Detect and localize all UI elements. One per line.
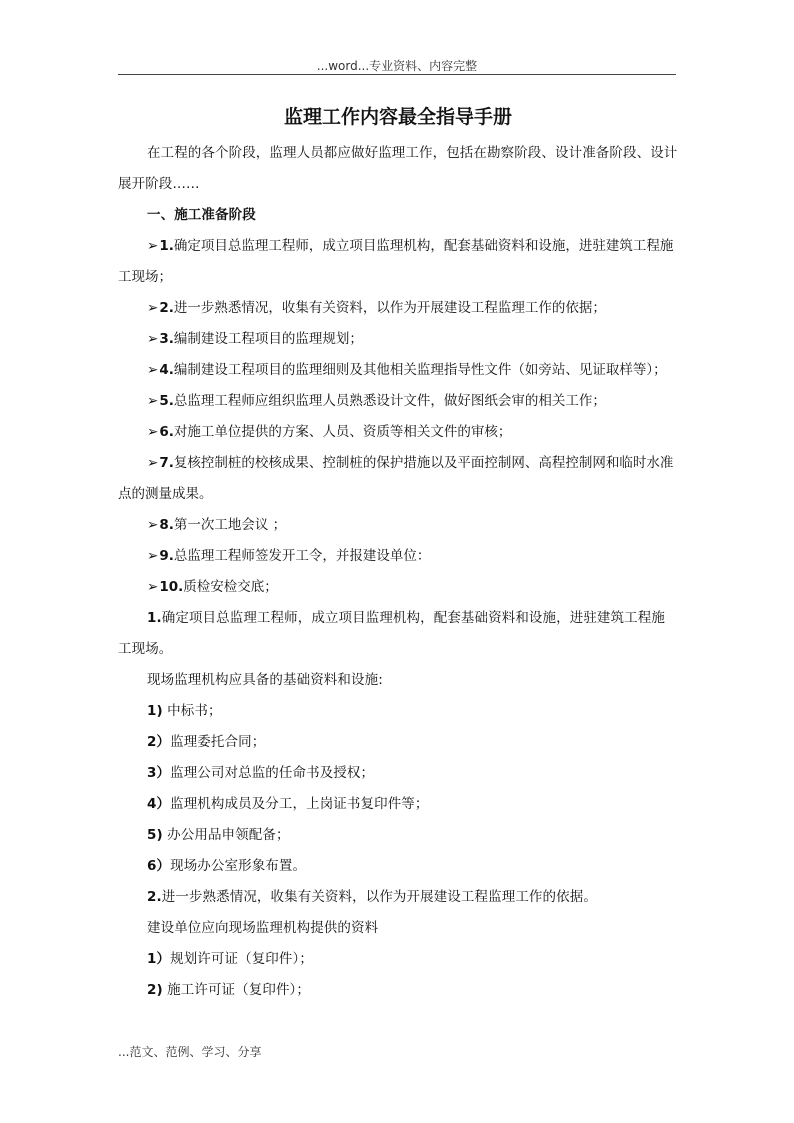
bullet-arrow-icon: ➢ <box>147 548 159 564</box>
bullet-number: 1. <box>159 238 174 254</box>
facility-list-item <box>118 820 678 851</box>
bullet-number: 3. <box>159 331 174 347</box>
facility-list-item-number: 2） <box>147 734 171 750</box>
bullet-number: 9. <box>159 548 174 564</box>
bullet-text: 对施工单位提供的方案、人员、资质等相关文件的审核； <box>173 424 512 440</box>
facility-list-item <box>118 758 678 789</box>
item1-text: 确定项目总监理工程师，成立项目监理机构，配套基础资料和设施，进驻建筑工程施工现场。 <box>118 610 665 657</box>
document-title: 监理工作内容最全指导手册 <box>283 106 512 128</box>
item2-number: 2. <box>147 889 162 905</box>
bullet-arrow-icon: ➢ <box>147 455 159 471</box>
bullet-item <box>118 541 678 572</box>
bullet-list <box>118 231 678 603</box>
facility-list-item-text: 监理公司对总监的任命书及授权； <box>170 765 375 781</box>
document-list-item-text: 规划许可证（复印件）； <box>170 951 313 967</box>
item2-paragraph <box>118 882 678 913</box>
page-header: ...word...专业资料、内容完整 <box>316 59 478 73</box>
item2-sublist <box>118 944 678 1006</box>
item2-text: 进一步熟悉情况，收集有关资料，以作为开展建设工程监理工作的依据。 <box>161 889 597 905</box>
section-heading: 一、施工准备阶段 <box>147 207 256 223</box>
bullet-arrow-icon: ➢ <box>147 517 159 533</box>
item2-lead: 建设单位应向现场监理机构提供的资料 <box>147 920 379 936</box>
document-body <box>118 100 678 1006</box>
facility-list-item-number: 6） <box>147 858 171 874</box>
bullet-number: 8. <box>159 517 174 533</box>
bullet-number: 7. <box>159 455 174 471</box>
bullet-item <box>118 355 678 386</box>
bullet-item <box>118 324 678 355</box>
bullet-item <box>118 417 678 448</box>
bullet-item <box>118 572 678 603</box>
item1-sublist <box>118 696 678 882</box>
facility-list-item-number: 4） <box>147 796 171 812</box>
facility-list-item-text: 办公用品申领配备； <box>162 827 290 843</box>
bullet-item <box>118 386 678 417</box>
bullet-arrow-icon: ➢ <box>147 362 159 378</box>
document-list-item <box>118 944 678 975</box>
item1-paragraph <box>118 603 678 665</box>
header-divider <box>118 74 676 75</box>
facility-list-item-text: 监理机构成员及分工，上岗证书复印件等； <box>170 796 429 812</box>
bullet-arrow-icon: ➢ <box>147 331 159 347</box>
bullet-item <box>118 293 678 324</box>
bullet-item <box>118 448 678 510</box>
bullet-text: 进一步熟悉情况，收集有关资料，以作为开展建设工程监理工作的依据； <box>173 300 606 316</box>
item1-lead: 现场监理机构应具备的基础资料和设施: <box>147 672 383 688</box>
bullet-text: 总监理工程师应组织监理人员熟悉设计文件，做好图纸会审的相关工作； <box>173 393 606 409</box>
facility-list-item <box>118 851 678 882</box>
document-list-item <box>118 975 678 1006</box>
bullet-arrow-icon: ➢ <box>147 238 159 254</box>
bullet-text: 第一次工地会议 ； <box>173 517 287 533</box>
facility-list-item-text: 现场办公室形象布置。 <box>170 858 307 874</box>
facility-list-item <box>118 727 678 758</box>
facility-list-item-number: 5) <box>147 827 163 843</box>
bullet-item <box>118 231 678 293</box>
bullet-text: 编制建设工程项目的监理规划； <box>173 331 363 347</box>
intro-paragraph: 在工程的各个阶段，监理人员都应做好监理工作，包括在勘察阶段、设计准备阶段、设计展开阶段…… <box>118 145 678 192</box>
bullet-arrow-icon: ➢ <box>147 300 159 316</box>
facility-list-item-text: 监理委托合同； <box>170 734 266 750</box>
bullet-arrow-icon: ➢ <box>147 579 159 595</box>
bullet-number: 4. <box>159 362 174 378</box>
facility-list-item-text: 中标书； <box>162 703 222 719</box>
bullet-arrow-icon: ➢ <box>147 393 159 409</box>
facility-list-item <box>118 696 678 727</box>
facility-list-item <box>118 789 678 820</box>
bullet-number: 10. <box>159 579 184 595</box>
bullet-text: 复核控制桩的校核成果、控制桩的保护措施以及平面控制网、高程控制网和临时水准点的测量成果。 <box>118 455 674 502</box>
facility-list-item-number: 3） <box>147 765 171 781</box>
bullet-arrow-icon: ➢ <box>147 424 159 440</box>
bullet-text: 总监理工程师签发开工令，并报建设单位： <box>173 548 431 564</box>
bullet-number: 5. <box>159 393 174 409</box>
document-list-item-number: 1） <box>147 951 171 967</box>
bullet-number: 6. <box>159 424 174 440</box>
bullet-text: 编制建设工程项目的监理细则及其他相关监理指导性文件（如旁站、见证取样等）； <box>173 362 667 378</box>
item1-number: 1. <box>147 610 162 626</box>
bullet-text: 质检安检交底； <box>183 579 278 595</box>
facility-list-item-number: 1) <box>147 703 163 719</box>
document-list-item-text: 施工许可证（复印件）； <box>162 982 311 998</box>
bullet-item <box>118 510 678 541</box>
page-footer: ...范文、范例、学习、分享 <box>118 1045 262 1059</box>
bullet-number: 2. <box>159 300 174 316</box>
bullet-text: 确定项目总监理工程师，成立项目监理机构，配套基础资料和设施，进驻建筑工程施工现场； <box>118 238 674 285</box>
document-list-item-number: 2) <box>147 982 163 998</box>
